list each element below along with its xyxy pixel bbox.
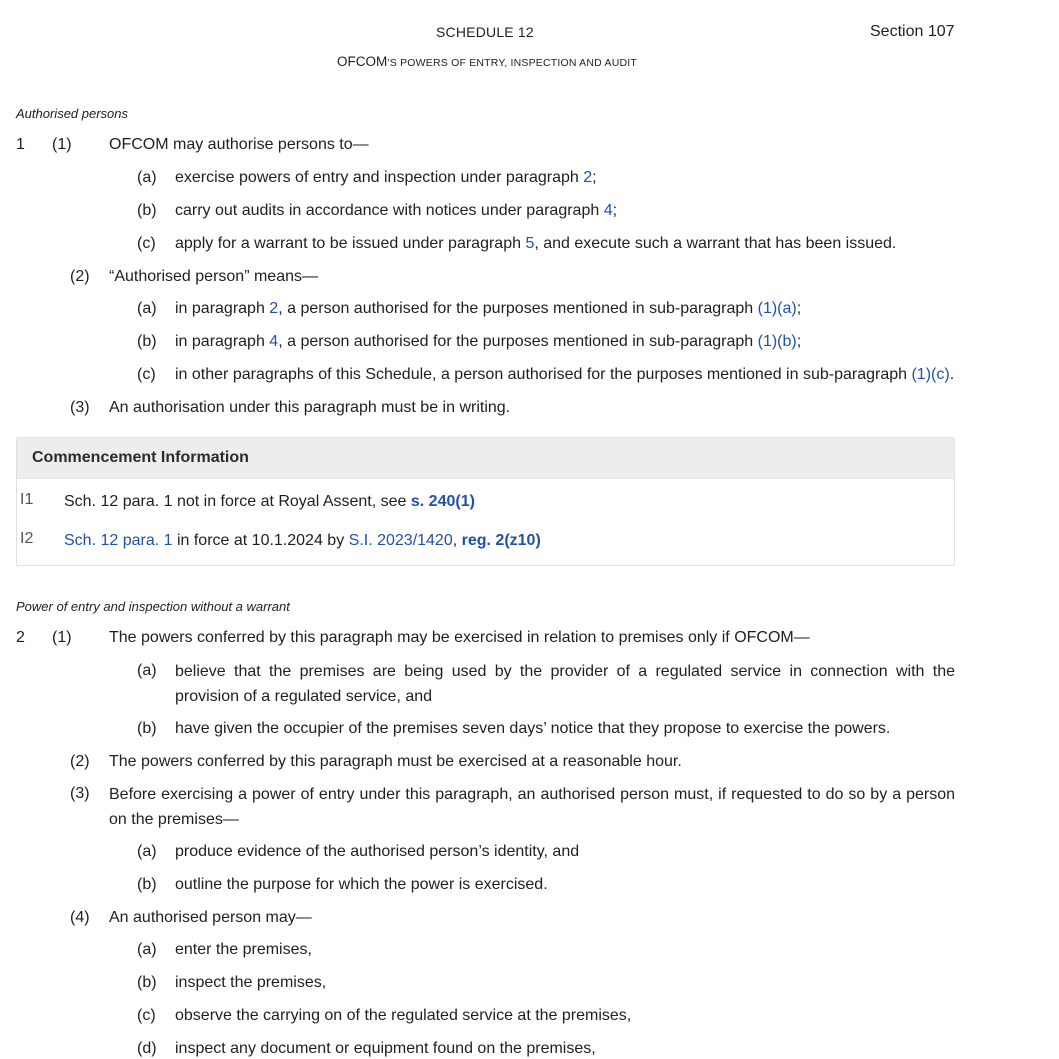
- item-text: in paragraph 4, a person authorised for the purposes mentioned in sub-paragraph (1)(b);: [175, 333, 802, 350]
- subtitle-lead: OFCOM: [337, 54, 388, 69]
- crossheading-authorised-persons: Authorised persons: [16, 106, 129, 121]
- item-text: observe the carrying on of the regulated service at the premises,: [175, 1007, 632, 1024]
- subparagraph-link[interactable]: (1)(a): [757, 300, 797, 317]
- paragraph-number: 2: [16, 629, 25, 646]
- item-number: (b): [137, 333, 157, 350]
- schedule-subtitle: [337, 53, 637, 71]
- item-text: in paragraph 2, a person authorised for the purposes mentioned in sub-paragraph (1)(a);: [175, 300, 802, 317]
- subparagraph-text: Before exercising a power of entry under this paragraph, an authorised person must, if requested to do so by a person on the premises—: [109, 786, 955, 828]
- item-number: (a): [137, 941, 157, 958]
- item-number: (a): [137, 300, 157, 317]
- item-text: carry out audits in accordance with notices under paragraph 4;: [175, 202, 618, 219]
- item-text: inspect any document or equipment found on the premises,: [175, 1040, 596, 1057]
- item-number: (a): [137, 169, 157, 186]
- subtitle-rest: ’S POWERS OF ENTRY, INSPECTION AND AUDIT: [387, 57, 637, 69]
- item-number: (b): [137, 202, 157, 219]
- item-number: (c): [137, 1007, 156, 1024]
- item-number: (d): [137, 1040, 157, 1057]
- annotation-id: I2: [20, 530, 34, 547]
- item-text: exercise powers of entry and inspection under paragraph 2;: [175, 169, 597, 186]
- annotation-text: Sch. 12 para. 1 in force at 10.1.2024 by S.I. 2023/1420, reg. 2(z10): [64, 532, 541, 549]
- subparagraph-text: An authorisation under this paragraph must be in writing.: [109, 399, 511, 416]
- subparagraph-text: An authorised person may—: [109, 909, 312, 926]
- subparagraph-link[interactable]: (1)(c): [911, 366, 950, 383]
- regulation-link[interactable]: reg. 2(z10): [461, 532, 541, 549]
- subparagraph-number: (2): [70, 753, 90, 770]
- item-text: apply for a warrant to be issued under paragraph 5, and execute such a warrant that has been issued.: [175, 235, 897, 252]
- crossheading-power-of-entry: Power of entry and inspection without a warrant: [16, 599, 290, 614]
- item-number: (c): [137, 235, 156, 252]
- paragraph-number: 1: [16, 136, 25, 153]
- paragraph-link[interactable]: 5: [525, 235, 535, 252]
- annotation-text: Sch. 12 para. 1 not in force at Royal Assent, see s. 240(1): [64, 493, 475, 510]
- paragraph-link[interactable]: 2: [583, 169, 593, 186]
- statutory-instrument-link[interactable]: S.I. 2023/1420: [348, 532, 453, 549]
- schedule-title: SCHEDULE 12: [436, 24, 534, 40]
- subparagraph-link[interactable]: (1)(b): [757, 333, 797, 350]
- subparagraph-text: OFCOM may authorise persons to—: [109, 136, 369, 153]
- item-text: outline the purpose for which the power is exercised.: [175, 876, 548, 893]
- subparagraph-number: (1): [52, 136, 72, 153]
- item-text: believe that the premises are being used by the provider of a regulated service in connection with the provision of a regulated service, and: [175, 663, 955, 705]
- section-reference: Section 107: [870, 23, 955, 40]
- item-number: (b): [137, 720, 157, 737]
- paragraph-link[interactable]: 4: [269, 333, 279, 350]
- subparagraph-number: (3): [70, 399, 90, 416]
- item-text: produce evidence of the authorised person’s identity, and: [175, 843, 580, 860]
- schedule-paragraph-link[interactable]: Sch. 12 para. 1: [64, 532, 173, 549]
- subparagraph-number: (2): [70, 268, 90, 285]
- section-link[interactable]: s. 240(1): [410, 493, 475, 510]
- item-number: (c): [137, 366, 156, 383]
- item-number: (a): [137, 662, 157, 679]
- subparagraph-number: (3): [70, 785, 90, 802]
- commencement-information-title: Commencement Information: [17, 438, 954, 479]
- subparagraph-number: (1): [52, 629, 72, 646]
- annotation-id: I1: [20, 491, 34, 508]
- paragraph-link[interactable]: 4: [603, 202, 613, 219]
- item-number: (a): [137, 843, 157, 860]
- item-text: enter the premises,: [175, 941, 312, 958]
- item-number: (b): [137, 876, 157, 893]
- item-number: (b): [137, 974, 157, 991]
- subparagraph-text: The powers conferred by this paragraph must be exercised at a reasonable hour.: [109, 753, 682, 770]
- item-text: inspect the premises,: [175, 974, 327, 991]
- paragraph-link[interactable]: 2: [269, 300, 279, 317]
- item-text: have given the occupier of the premises seven days’ notice that they propose to exercise the powers.: [175, 720, 891, 737]
- subparagraph-number: (4): [70, 909, 90, 926]
- item-text: in other paragraphs of this Schedule, a person authorised for the purposes mentioned in sub-paragraph (1)(c).: [175, 366, 955, 383]
- subparagraph-text: The powers conferred by this paragraph may be exercised in relation to premises only if OFCOM—: [109, 629, 810, 646]
- subparagraph-text: “Authorised person” means—: [109, 268, 318, 285]
